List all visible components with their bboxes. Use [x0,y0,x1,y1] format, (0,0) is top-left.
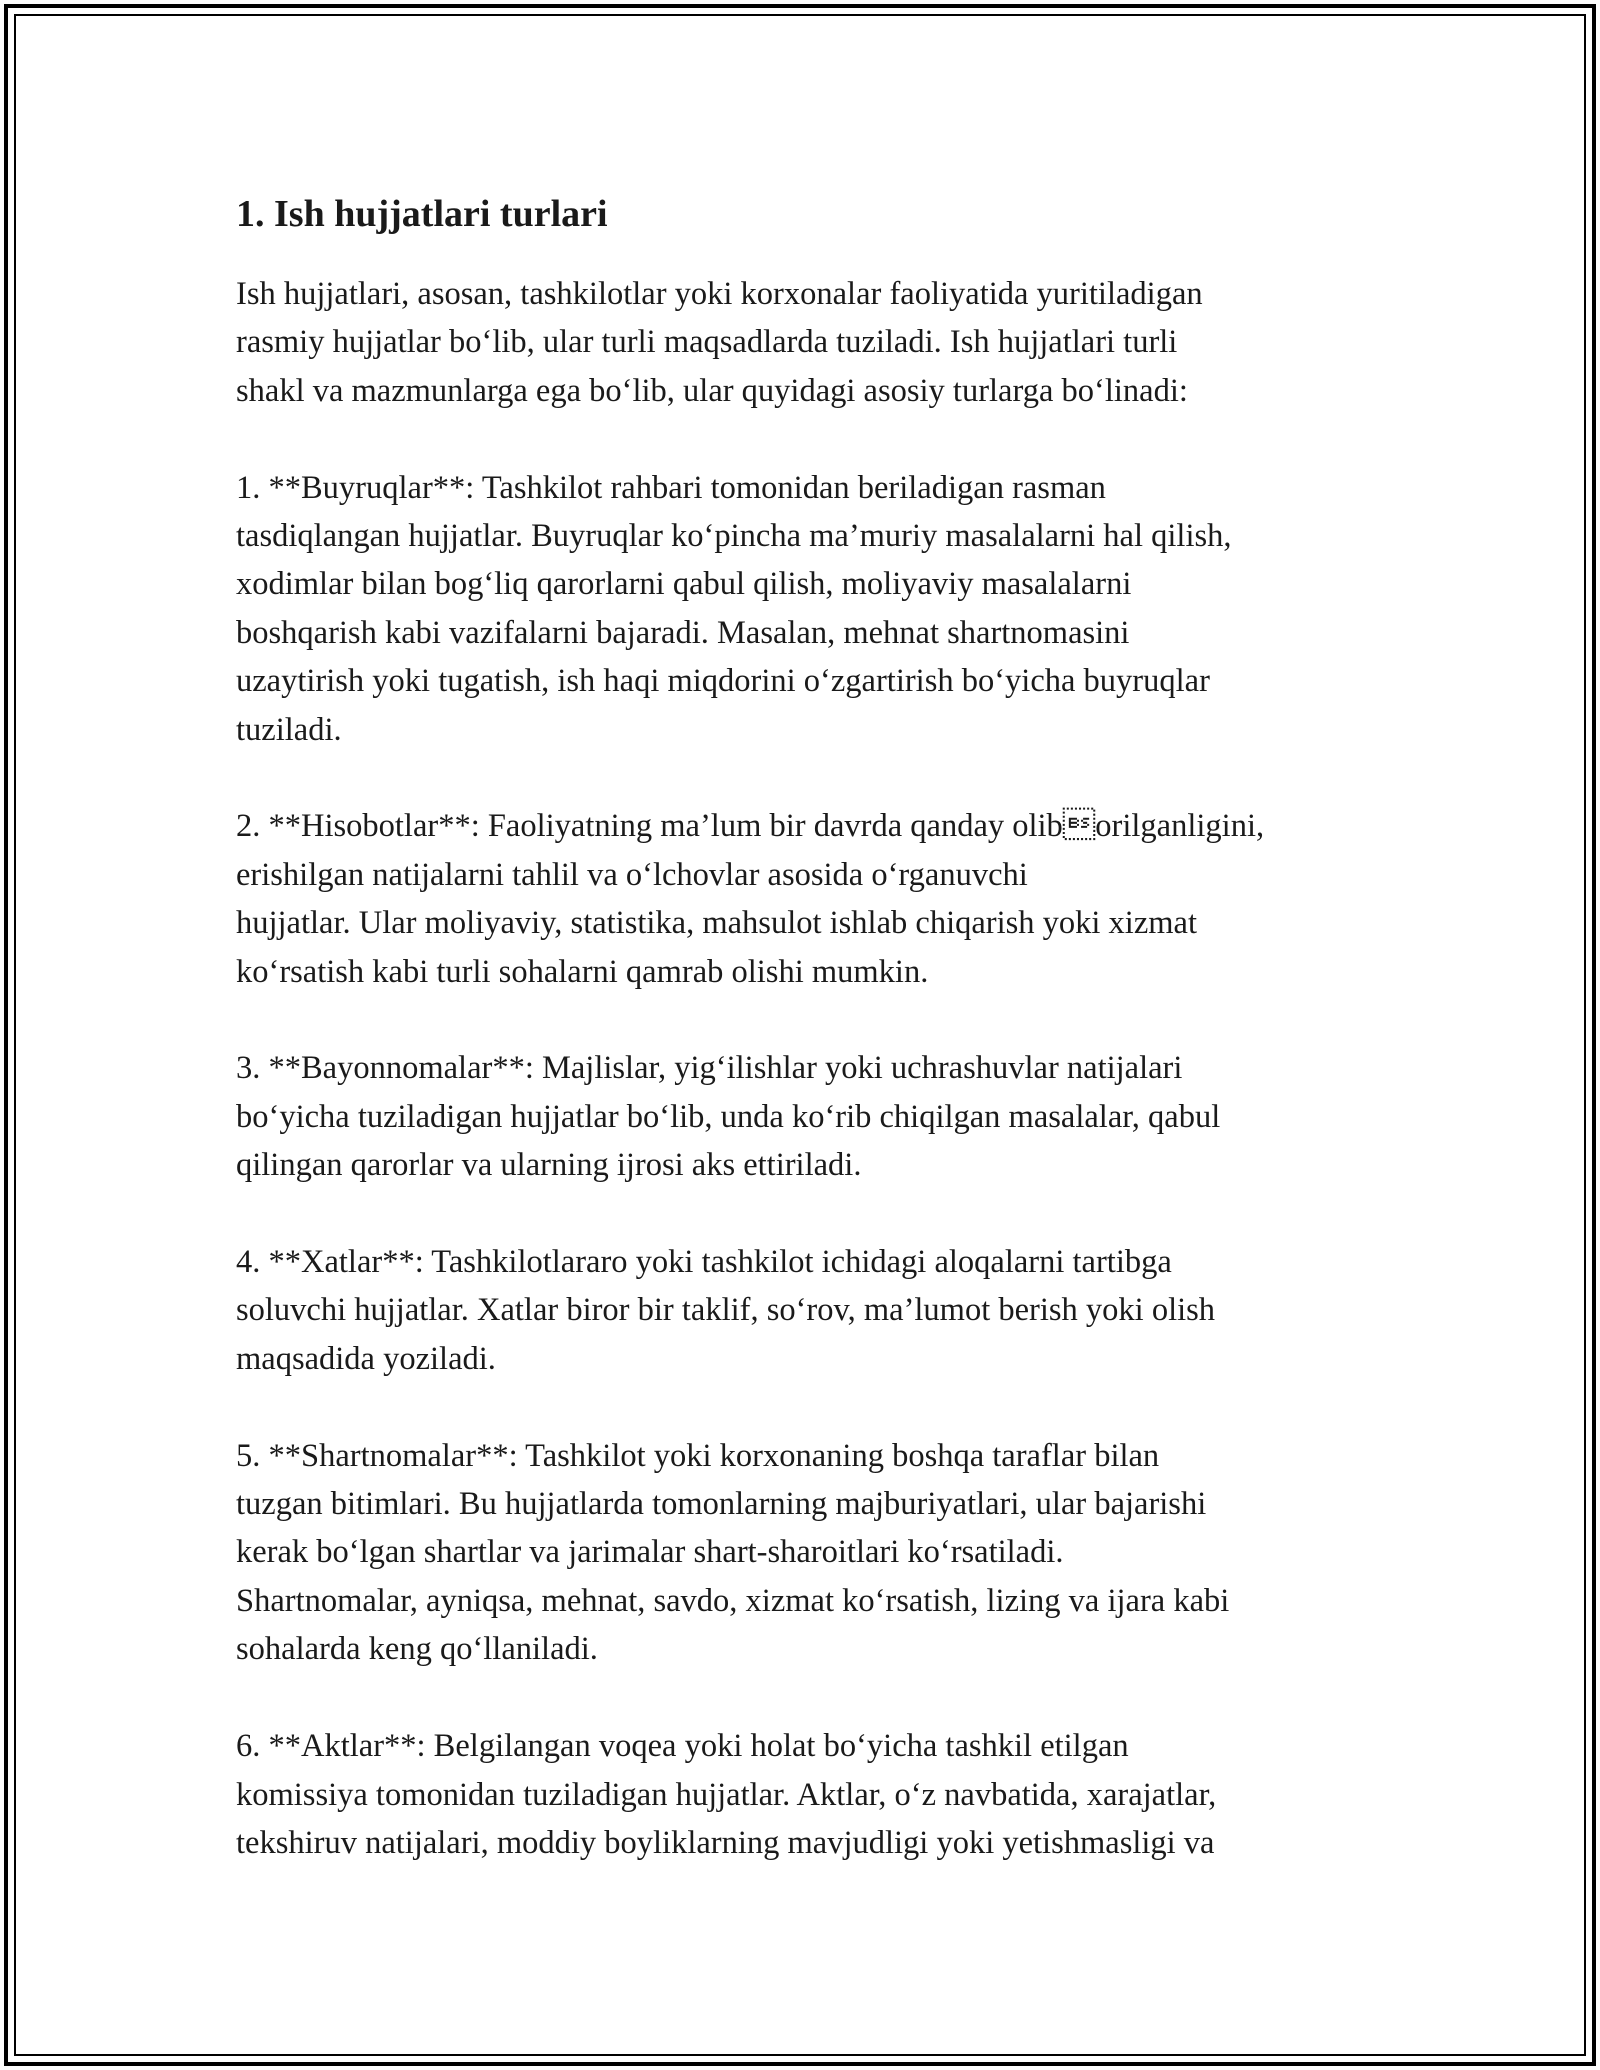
list-item-bayonnomalar: 3. **Bayonnomalar**: Majlislar, yig‘ilishlar yoki uchrashuvlar natijalari bo‘yicha tuziladigan hujjatlar bo‘lib, unda ko‘rib chiqilgan masalalar, qabul qilingan qarorlar va ularning ijrosi aks ettiriladi. [236,1050,1221,1184]
list-item-hisobotlar: 2. **Hisobotlar**: Faoliyatning ma’lum bir davrda qanday oliborilganligini, erishilgan natijalarni tahlil va o‘lchovlar asosida o‘rganuvchi hujjatlar. Ular moliyaviy, statistika, mahsulot ishlab chiqarish yoki xizmat ko‘rsatish kabi turli sohalarni qamrab olishi mumkin. [236,808,1265,990]
list-item-aktlar: 6. **Aktlar**: Belgilangan voqea yoki holat bo‘yicha tashkil etilgan komissiya tomonidan tuziladigan hujjatlar. Aktlar, o‘z navbatida, xarajatlar, tekshiruv natijalari, moddiy boyliklarning mavjudligi yoki yetishmasligi va [236,1728,1217,1861]
intro-paragraph: Ish hujjatlari, asosan, tashkilotlar yoki korxonalar faoliyatida yuritiladigan rasmiy hujjatlar bo‘lib, ular turli maqsadlarda tuziladi. Ish hujjatlari turli shakl va mazmunlarga ega bo‘lib, ular quyidagi asosiy turlarga bo‘linadi: [236,276,1203,409]
document-title: 1. Ish hujjatlari turlari [236,193,608,235]
document-body [236,184,1376,1916]
list-item-shartnomalar: 5. **Shartnomalar**: Tashkilot yoki korxonaning boshqa taraflar bilan tuzgan bitimlari. Bu hujjatlarda tomonlarning majburiyatlari, ular bajarishi kerak bo‘lgan shartlar va jarimalar shart-sharoitlari ko‘rsatiladi. Shartnomalar, ayniqsa, mehnat, savdo, xizmat ko‘rsatish, lizing va ijara kabi sohalarda keng qo‘llaniladi. [236,1437,1230,1668]
list-item-xatlar: 4. **Xatlar**: Tashkilotlararo yoki tashkilot ichidagi aloqalarni tartibga soluvchi hujjatlar. Xatlar biror bir taklif, so‘rov, ma’lumot berish yoki olish maqsadida yoziladi. [236,1244,1216,1377]
list-item-buyruqlar: 1. **Buyruqlar**: Tashkilot rahbari tomonidan beriladigan rasman tasdiqlangan hujjatlar. Buyruqlar ko‘pincha ma’muriy masalalarni hal qilish, xodimlar bilan bog‘liq qarorlarni qabul qilish, moliyaviy masalalarni boshqarish kabi vazifalarni bajaradi. Masalan, mehnat shartnomasini uzaytirish yoki tugatish, ish haqi miqdorini o‘zgartirish bo‘yicha buyruqlar tuziladi. [236,469,1232,748]
